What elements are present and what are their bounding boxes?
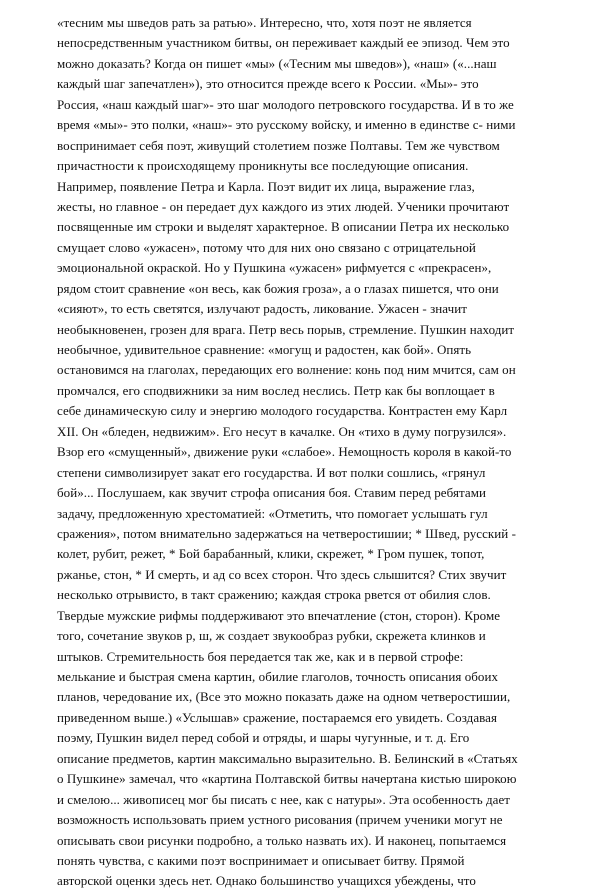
text-line: остановимся на глаголах, передающих его волнение: конь под ним мчится, сам он: [57, 362, 516, 378]
text-line: ржанье, стон, * И смерть, и ад со всех сторон. Что здесь слышится? Стих звучит: [57, 566, 507, 582]
text-line: необыкновенен, грозен для врага. Петр весь порыв, стремление. Пушкин находит: [57, 321, 515, 337]
text-line: поэму, Пушкин видел перед собой и отряды, и шары чугунные, и т. д. Его: [57, 730, 470, 746]
text-line: и смелою... живописец мог бы писать с нее, как с натуры». Эта особенность дает: [57, 791, 511, 807]
text-line: причастности к происходящему проникнуты все последующие описания.: [57, 158, 469, 174]
text-line: описание предметов, картин максимально выразительно. В. Белинский в «Статьях: [57, 750, 518, 766]
text-line: авторской оценки здесь нет. Однако большинство учащихся убеждены, что: [57, 873, 476, 889]
text-line: посвященные им строки и выделят характерное. В описании Петра их несколько: [57, 219, 510, 235]
text-line: Россия, «наш каждый шаг»- это шаг молодого петровского государства. И в то же: [57, 96, 514, 112]
text-line: XII. Он «бледен, недвижим». Его несут в качалке. Он «тихо в думу погрузился».: [57, 423, 507, 439]
text-line: штыков. Стремительность боя передается так же, как и в первой строфе:: [57, 648, 464, 664]
text-line: сражения», потом внимательно задержаться на четверостишии; * Швед, русский -: [57, 525, 516, 541]
text-line: мелькание и быстрая смена картин, обилие глаголов, точность описания обоих: [57, 669, 499, 684]
text-line: Твердые мужские рифмы поддерживают это впечатление (стон, сторон). Кроме: [57, 607, 501, 623]
text-line: промчался, его сподвижники за ним вослед неслись. Петр как бы воплощает в: [57, 382, 495, 398]
text-line: время «мы»- это полки, «наш»- это русскому войску, и именно в единстве с- ними: [57, 117, 516, 133]
text-line: непосредственным участником битвы, он переживает каждый ее эпизод. Чем это: [57, 35, 510, 51]
text-line: о Пушкине» замечал, что «картина Полтавской битвы начертана кистью широкою: [57, 771, 517, 787]
body-text: [57, 13, 557, 892]
text-line: Взор его «смущенный», движение руки «слабое». Немощность короля в какой-то: [57, 444, 512, 460]
text-line: рядом стоит сравнение «он весь, как божия гроза», а о глазах пишется, что они: [57, 280, 499, 296]
text-line: того, сочетание звуков р, ш, ж создает звукообраз рубки, скрежета клинков и: [57, 628, 486, 644]
text-line: необычное, удивительное сравнение: «могущ и радостен, как бой». Опять: [57, 342, 472, 357]
text-line: задачу, предложенную хрестоматией: «Отметить, что помогает услышать гул: [57, 505, 488, 521]
text-line: жесты, но главное - он передает дух каждого из этих людей. Ученики прочитают: [57, 198, 510, 214]
text-line: смущает слово «ужасен», потому что для них оно связано с отрицательной: [57, 239, 476, 255]
text-line: себе динамическую силу и энергию молодого государства. Контрастен ему Карл: [57, 403, 508, 419]
text-line: колет, рубит, режет, * Бой барабанный, клики, скрежет, * Гром пушек, топот,: [57, 546, 485, 562]
text-line: степени символизирует закат его государства. И вот полки сошлись, «грянул: [57, 464, 486, 480]
text-line: «тесним мы шведов рать за ратью». Интересно, что, хотя поэт не является: [57, 15, 472, 30]
text-line: эмоциональной окраской. Но у Пушкина «ужасен» рифмуется с «прекрасен»,: [57, 260, 492, 276]
text-line: Например, появление Петра и Карла. Поэт видит их лица, выражение глаз,: [57, 178, 475, 194]
text-line: «сияют», то есть светятся, излучают радость, ликование. Ужасен - значит: [57, 301, 467, 317]
text-line: понять чувства, с какими поэт воспринимает и описывает битву. Прямой: [57, 852, 465, 868]
text-line: приведенном выше.) «Услышав» сражение, постараемся его увидеть. Создавая: [57, 709, 498, 725]
text-line: каждый шаг запечатлен»), это относится прежде всего к России. «Мы»- это: [57, 76, 479, 92]
text-line: планов, чередование их, (Все это можно показать даже на одном четверостишии,: [57, 689, 511, 705]
text-line: можно доказать? Когда он пишет «мы» («Тесним мы шведов»), «наш» («...наш: [57, 55, 497, 71]
text-line: несколько отрывисто, в такт сражению; каждая строка рвется от обилия слов.: [57, 587, 491, 603]
text-line: возможность использовать прием устного рисования (причем ученики могут не: [57, 812, 503, 828]
text-line: бой»... Послушаем, как звучит строфа описания боя. Ставим перед ребятами: [57, 485, 486, 501]
text-line: воспринимает себя поэт, живущий столетием позже Полтавы. Тем же чувством: [57, 137, 500, 153]
text-line: описывать свои рисунки подробно, а только назвать их). И наконец, попытаемся: [57, 832, 507, 848]
